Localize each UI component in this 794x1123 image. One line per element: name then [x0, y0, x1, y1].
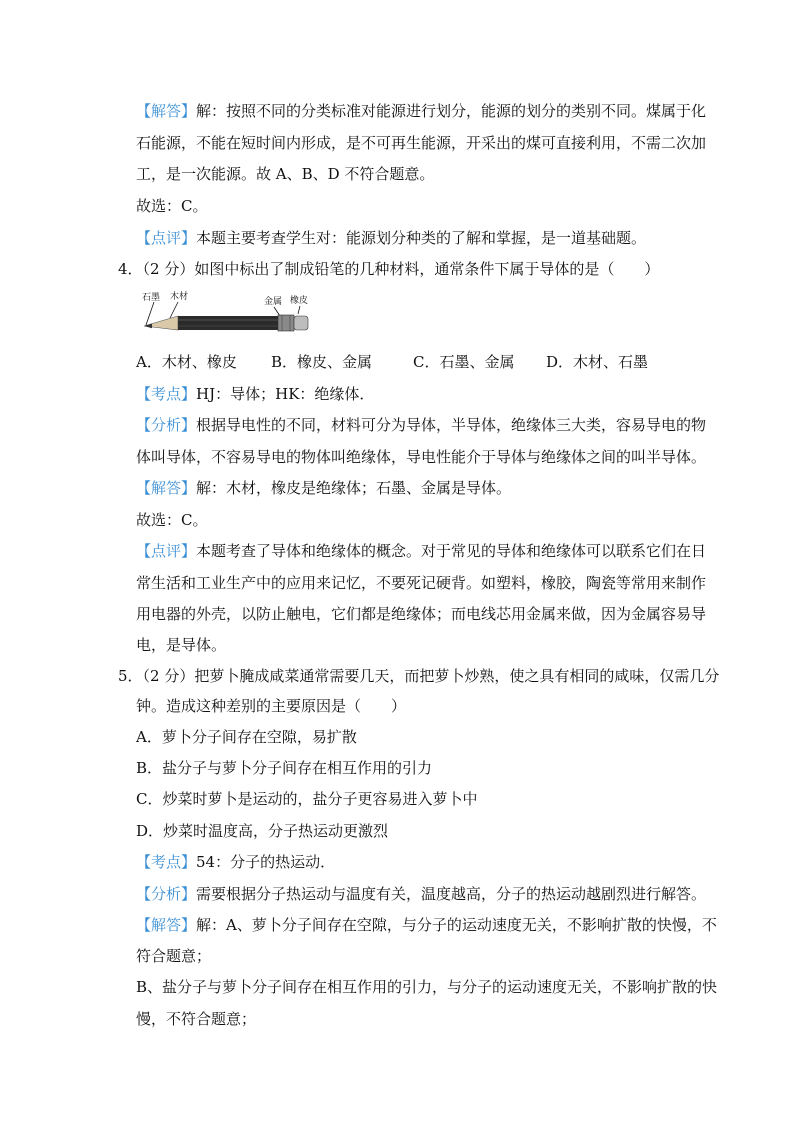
answer-line-3: 工，是一次能源。故 A、B、D 不符合题意。	[136, 165, 435, 183]
choice-line: 故选：C。	[136, 197, 208, 215]
answer-line-4: 慢，不符合题意；	[136, 1010, 257, 1028]
comment-line-3: 用电器的外壳，以防止触电，它们都是绝缘体；而电线芯用金属来做，因为金属容易导	[136, 605, 707, 623]
pencil-metal-ferrule	[278, 315, 294, 331]
option-c: C．炒菜时萝卜是运动的，盐分子更容易进入萝卜中	[136, 790, 478, 808]
analysis-line	[136, 884, 706, 904]
analysis-line-2: 体叫导体，不容易导电的物体叫绝缘体，导电性能介于导体与绝缘体之间的叫半导体。	[136, 448, 707, 466]
pencil-figure	[140, 290, 320, 338]
option-a: A．木材、橡皮	[136, 353, 237, 371]
comment-text: 本题考查了导体和绝缘体的概念。对于常见的导体和绝缘体可以联系它们在日	[196, 542, 707, 560]
figure-label-metal: 金属	[264, 297, 283, 307]
pencil-body	[178, 316, 278, 330]
answer-line-3: B、盐分子与萝卜分子间存在相互作用的引力，与分子的运动速度无关，不影响扩散的快	[136, 978, 718, 996]
analysis-text: 需要根据分子热运动与温度有关，温度越高，分子的热运动越剧烈进行解答。	[196, 885, 707, 903]
kaodian-tag: 【考点】	[136, 385, 197, 403]
comment-line	[136, 228, 646, 248]
kaodian-line	[136, 852, 335, 872]
analysis-tag: 【分析】	[136, 416, 197, 434]
figure-label-rubber: 橡皮	[290, 296, 309, 306]
question-5-stem-line-2: 钟。造成这种差别的主要原因是（ ）	[136, 697, 407, 715]
choice-line: 故选：C。	[136, 511, 208, 529]
option-c: C．石墨、金属	[413, 353, 515, 371]
kaodian-line	[136, 384, 374, 404]
option-d: D．木材、石墨	[546, 353, 649, 371]
analysis-line	[136, 415, 706, 435]
comment-line	[136, 541, 706, 561]
comment-tag: 【点评】	[136, 542, 197, 560]
kaodian-text: HJ：导体；HK：绝缘体．	[196, 385, 375, 403]
question-4-stem: 4．（2 分）如图中标出了制成铅笔的几种材料，通常条件下属于导体的是（ ）	[118, 260, 660, 278]
answer-line	[136, 101, 706, 121]
answer-line	[136, 478, 511, 498]
option-d: D．炒菜时温度高，分子热运动更激烈	[136, 822, 389, 840]
answer-text: 解：按照不同的分类标准对能源进行划分，能源的划分的类别不同。煤属于化	[196, 102, 707, 120]
answer-line	[136, 915, 717, 935]
comment-text: 本题主要考查学生对：能源划分种类的了解和掌握，是一道基础题。	[196, 229, 647, 247]
answer-tag: 【解答】	[136, 479, 197, 497]
figure-label-graphite: 石墨	[142, 293, 161, 303]
kaodian-tag: 【考点】	[136, 853, 197, 871]
comment-line-4: 电，是导体。	[136, 636, 227, 654]
pencil-wood-tip	[144, 316, 178, 330]
question-5-stem: 5．（2 分）把萝卜腌成咸菜通常需要几天，而把萝卜炒熟，使之具有相同的咸味，仅需几分	[118, 667, 720, 685]
analysis-tag: 【分析】	[136, 885, 197, 903]
question-4-options	[136, 352, 696, 372]
option-b: B．盐分子与萝卜分子间存在相互作用的引力	[136, 759, 433, 777]
kaodian-text: 54：分子的热运动．	[196, 853, 336, 871]
option-b: B．橡皮、金属	[271, 353, 373, 371]
comment-line-2: 常生活和工业生产中的应用来记忆，不要死记硬背。如塑料，橡胶，陶瓷等常用来制作	[136, 574, 707, 592]
comment-tag: 【点评】	[136, 229, 197, 247]
figure-label-wood: 木材	[170, 292, 189, 302]
answer-tag: 【解答】	[136, 916, 197, 934]
answer-text: 解：A、萝卜分子间存在空隙，与分子的运动速度无关，不影响扩散的快慢，不	[196, 916, 717, 934]
answer-line-2: 石能源，不能在短时间内形成，是不可再生能源，开采出的煤可直接利用，不需二次加	[136, 134, 707, 152]
answer-tag: 【解答】	[136, 102, 197, 120]
answer-text: 解：木材，橡皮是绝缘体；石墨、金属是导体。	[196, 479, 512, 497]
analysis-text: 根据导电性的不同，材料可分为导体，半导体，绝缘体三大类，容易导电的物	[196, 416, 707, 434]
pencil-graphite-point	[144, 324, 152, 329]
option-a: A．萝卜分子间存在空隙，易扩散	[136, 728, 357, 746]
answer-line-2: 符合题意；	[136, 947, 212, 965]
pencil-rubber-eraser	[294, 316, 308, 330]
